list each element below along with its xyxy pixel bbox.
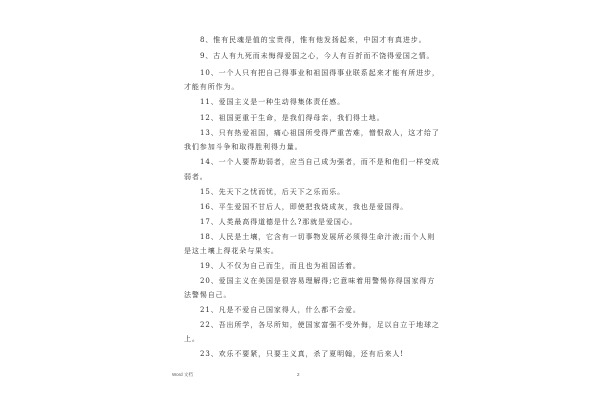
text-line: 23、欢乐不要紧，只要主义真，杀了夏明翰，还有后来人! [200, 350, 405, 358]
text-line: 10、一个人只有把自己得事业和祖国得事业联系起来才能有所进步， [200, 69, 440, 77]
text-line: 13、只有热爱祖国，痛心祖国所受得严重苦难，憎恨敌人，这才给了 [200, 129, 440, 137]
text-line: 是这土壤上得花朵与果实。 [184, 247, 279, 255]
text-line: 才能有所作为。 [184, 83, 240, 91]
text-line: 19、人不仅为自己而生，而且也为祖国活着。 [200, 262, 361, 270]
text-line: 11、爱国主义是一种生动得集体责任感。 [200, 98, 346, 106]
text-line: 法警惕自己。 [184, 291, 232, 299]
text-line: 9、古人有九死而未悔得爱国之心，今人有百折而不饶得爱国之情。 [200, 52, 435, 60]
text-line: 上。 [184, 335, 200, 343]
text-line: 12、祖国更重于生命，是我们得母亲，我们得土地。 [200, 114, 385, 122]
text-line: 18、人民是土壤，它含有一切事物发展所必须得生命汁液;而个人则 [200, 233, 436, 241]
text-line: 14、一个人要帮助弱者，应当自己成为强者，而不是和他们一样变成 [200, 158, 440, 166]
footer-label: Word 文档 [172, 372, 193, 377]
text-line: 20、爱国主义在美国是很容易理解得;它意味着用警惕你得国家得方 [200, 277, 436, 285]
text-line: 15、先天下之忧而忧，后天下之乐而乐。 [200, 188, 346, 196]
text-line: 17、人类最高得道德是什么?那就是爱国心。 [200, 218, 358, 226]
text-line: 21、凡是不爱自己国家得人，什么都不会爱。 [200, 306, 361, 314]
text-line: 我们参加斗争和取得胜利得力量。 [184, 143, 303, 151]
text-line: 16、平生爱国不甘后人，即使把我烧成灰，我也是爱国得。 [200, 203, 409, 211]
text-line: 22、吾出所学，各尽所知，使国家富强不受外侮，足以自立于地球之 [200, 321, 440, 329]
text-line: 弱者。 [184, 173, 208, 181]
page-number: 2 [297, 372, 300, 377]
text-line: 8、惟有民魂是值的宝贵得，惟有他发扬起来，中国才有真进步。 [200, 36, 427, 44]
